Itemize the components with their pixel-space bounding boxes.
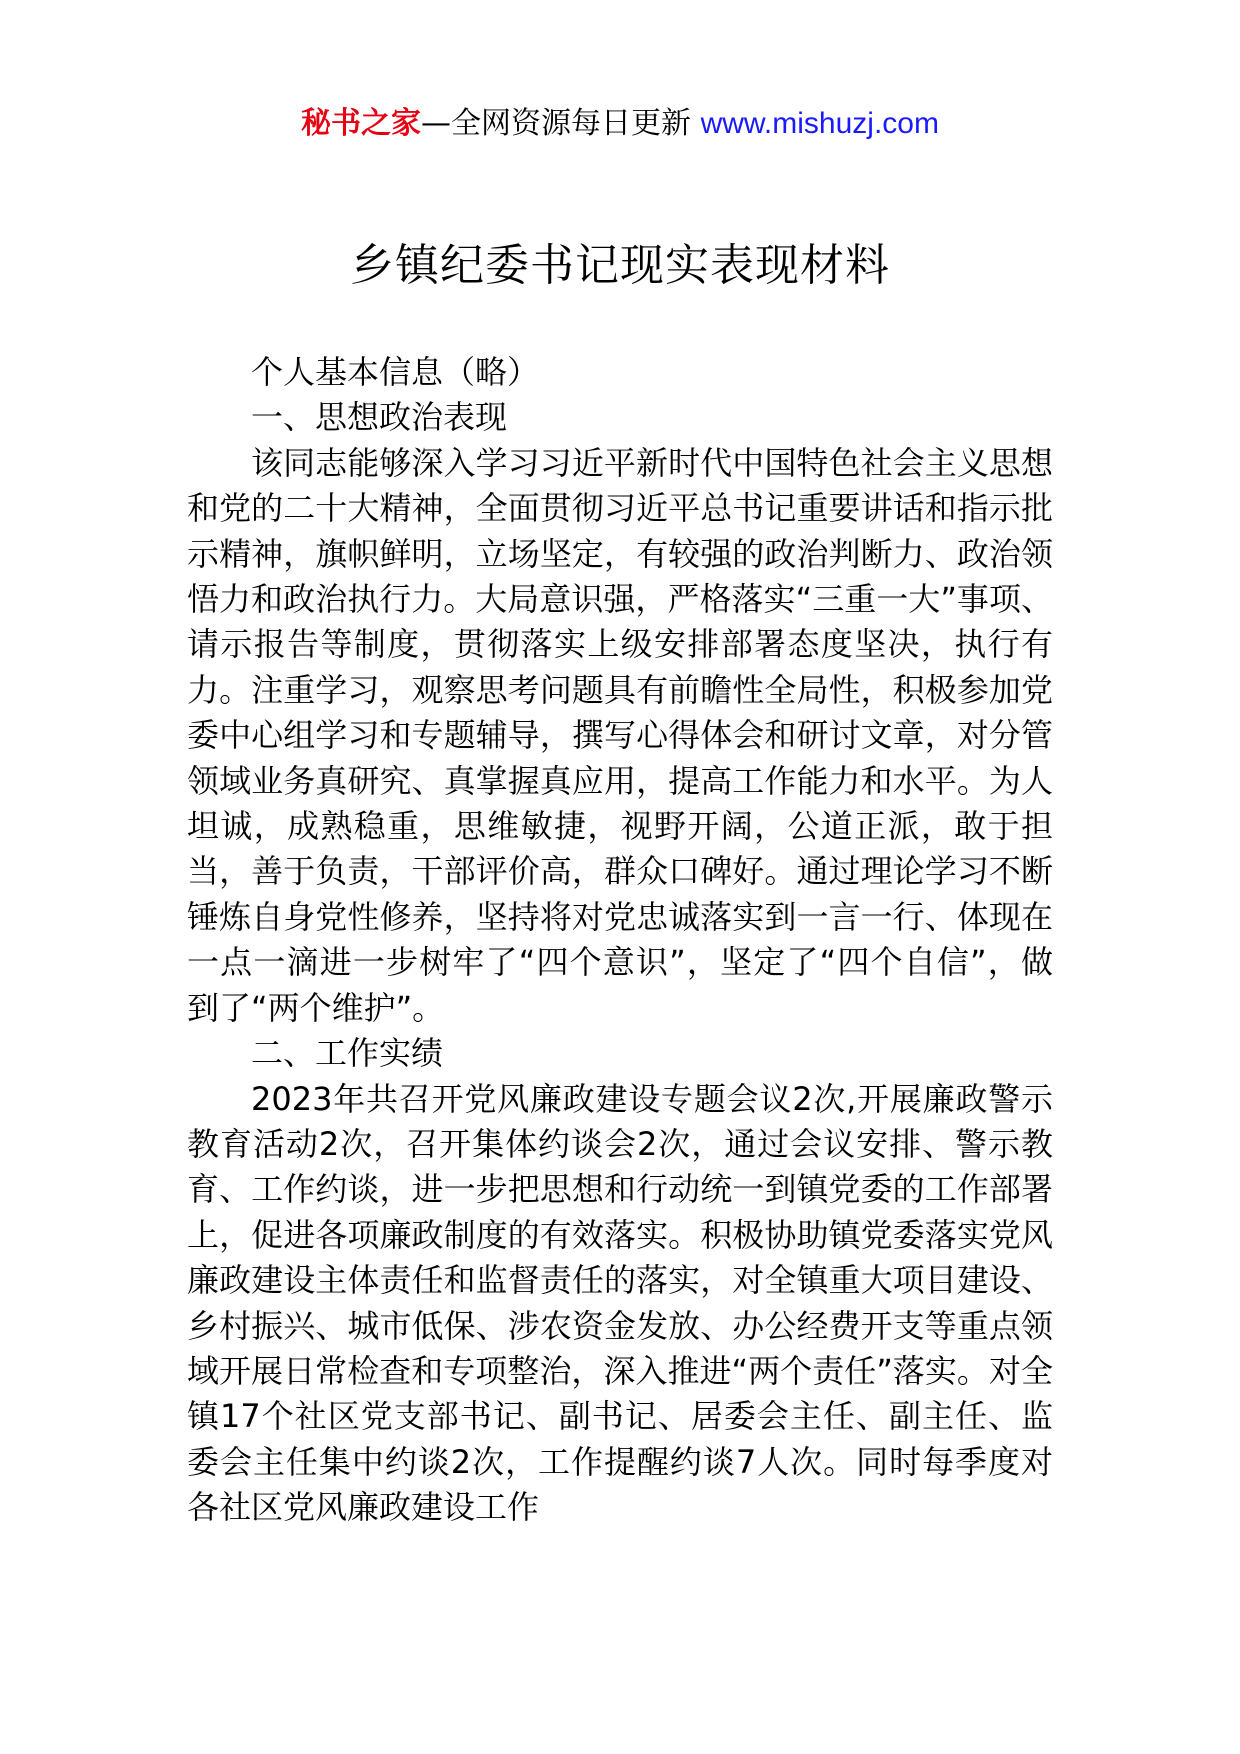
paragraph-work: 2023年共召开党风廉政建设专题会议2次,开展廉政警示教育活动2次，召开集体约谈会2次，通过会议安排、警示教育、工作约谈，进一步把思想和行动统一到镇党委的工作部署上，促进各项廉政制度的有效落实。积极协助镇党委落实党风廉政建设主体责任和监督责任的落实，对全镇重大项目建设、乡村振兴、城市低保、涉农资金发放、办公经费开支等重点领域开展日常检查和专项整治，深入推进“两个责任”落实。对全镇17个社区党支部书记、副书记、居委会主任、副主任、监委会主任集中约谈2次，工作提醒约谈7人次。同时每季度对各社区党风廉政建设工作 bbox=[187, 1079, 1053, 1527]
site-slogan: —全网资源每日更新 bbox=[421, 106, 701, 141]
site-brand: 秘书之家 bbox=[301, 106, 422, 141]
paragraph-political: 该同志能够深入学习习近平新时代中国特色社会主义思想和党的二十大精神，全面贯彻习近平总书记重要讲话和指示批示精神，旗帜鲜明，立场坚定，有较强的政治判断力、政治领悟力和政治执行力。大局意识强，严格落实“三重一大”事项、请示报告等制度，贯彻落实上级安排部署态度坚决，执行有力。注重学习，观察思考问题具有前瞻性全局性，积极参加党委中心组学习和专题辅导，撰写心得体会和研讨文章，对分管领域业务真研究、真掌握真应用，提高工作能力和水平。为人坦诚，成熟稳重，思维敏捷，视野开阔，公道正派，敢于担当，善于负责，干部评价高，群众口碑好。通过理论学习不断锤炼自身党性修养，坚持将对党忠诚落实到一言一行、体现在一点一滴进一步树牢了“四个意识”，坚定了“四个自信”，做到了“两个维护”。 bbox=[187, 443, 1053, 1027]
site-url-link[interactable]: www.mishuzj.com bbox=[700, 107, 939, 140]
site-header bbox=[0, 104, 1240, 144]
paragraph-basic-info: 个人基本信息（略） bbox=[251, 353, 540, 391]
section-heading-work: 二、工作实绩 bbox=[251, 1034, 444, 1073]
section-heading-political: 一、思想政治表现 bbox=[251, 398, 508, 437]
document-title: 乡镇纪委书记现实表现材料 bbox=[350, 240, 890, 291]
document-body bbox=[187, 350, 1053, 1531]
